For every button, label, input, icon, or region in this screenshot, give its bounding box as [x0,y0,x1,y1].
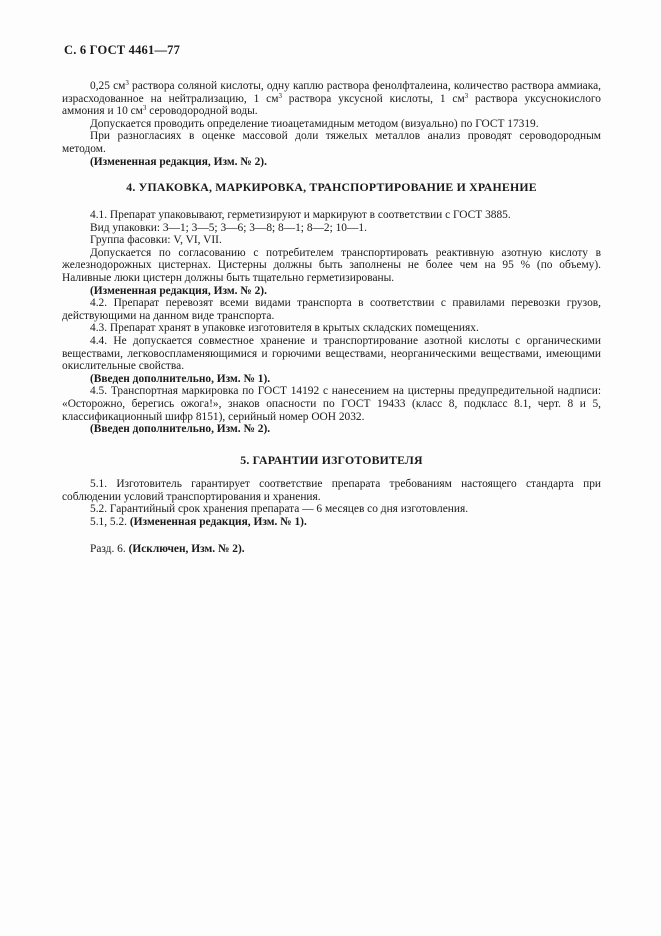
amendment-note: (Измененная редакция, Изм. № 2). [90,284,267,297]
amendment-note: (Измененная редакция, Изм. № 2). [90,155,267,168]
text-fragment: раствора уксусной кислоты, 1 см [281,92,465,105]
clause-4-2: 4.2. Препарат перевозят всеми видами транспорта в соответствии с правилами перевозки грузов, действующими на данном виде транспорта. [62,297,601,322]
superscript: 3 [125,79,129,87]
section-4-title: 4. УПАКОВКА, МАРКИРОВКА, ТРАНСПОРТИРОВАНИЕ И ХРАНЕНИЕ [126,180,537,194]
clause-4-3: 4.3. Препарат хранят в упаковке изготовителя в крытых складских помещениях. [90,322,479,335]
page-header: С. 6 ГОСТ 4461—77 [64,43,181,57]
section-5-body [62,478,601,528]
packing-group: Группа фасовки: V, VI, VII. [90,234,222,247]
clause-4-5: 4.5. Транспортная маркировка по ГОСТ 14192 с нанесением на цистерны предупредительной надписи: «Осторожно, берегись ожога!», знаков опасности по ГОСТ 19433 (класс 8, подкласс 8.1, черт. 8 и 5, классификационный шифр 8151), серийный номер ООН 2032. [62,385,601,423]
amendment-note: (Введен дополнительно, Изм. № 2). [90,423,271,436]
amendment-note: (Измененная редакция, Изм. № 1). [129,515,307,528]
text-fragment: Разд. 6. [90,543,129,555]
section-4-body [62,209,601,436]
text-fragment: сероводородной воды. [146,105,258,118]
packaging-types: Вид упаковки: 3—1; 3—5; 3—6; 3—8; 8—1; 8—2; 10—1. [90,221,367,234]
continuation-block [62,80,601,168]
clause-4-4: 4.4. Не допускается совместное хранение и транспортирование азотной кислоты с органическими веществами, легковоспламеняющимися и горючими веществами, неорганическими веществами, имеющими окислительные свойства. [62,334,601,373]
clause-4-1: 4.1. Препарат упаковывают, герметизируют и маркируют в соответствии с ГОСТ 3885. [90,209,511,221]
paragraph-thioacetamide: Допускается проводить определение тиоацетамидным методом (визуально) по ГОСТ 17319. [90,117,539,130]
superscript: 3 [278,91,282,100]
section-5-title: 5. ГАРАНТИИ ИЗГОТОВИТЕЛЯ [240,453,423,467]
text-fragment: 0,25 см [90,80,126,92]
amendment-line [62,516,601,529]
amendment-note: (Введен дополнительно, Изм. № 1). [90,372,271,385]
tank-transport: Допускается по согласованию с потребителем транспортировать реактивную азотную кислоту в железнодорожных цистернах. Цистерны должны быть заполнены не более чем на 95 % (по объему). Наливные люки цистерн должны быть тщательно герметизированы. [62,246,601,284]
superscript: 3 [142,104,147,113]
text-fragment: раствора соляной кислоты, одну каплю раствора фенолфталеина, количество раствора аммиака, израсходованное на нейтрализацию, 1 см [62,80,601,105]
paragraph-reagents [62,80,601,118]
clause-5-1: 5.1. Изготовитель гарантирует соответствие препарата требованиям настоящего стандарта при соблюдении условий транспортирования и хранения. [62,478,601,503]
clause-5-2: 5.2. Гарантийный срок хранения препарата — 6 месяцев со дня изготовления. [90,503,469,516]
text-fragment: 5.1, 5.2. [90,515,130,528]
text-fragment: раствора уксуснокислого аммония и 10 см [62,92,601,118]
section-6-note [62,543,601,556]
section-6-line [62,543,601,556]
paragraph-disagreement: При разногласиях в оценке массовой доли тяжелых металлов анализ проводят сероводородным методом. [62,130,601,155]
amendment-note: (Исключен, Изм. № 2). [128,543,245,555]
superscript: 3 [464,91,469,100]
